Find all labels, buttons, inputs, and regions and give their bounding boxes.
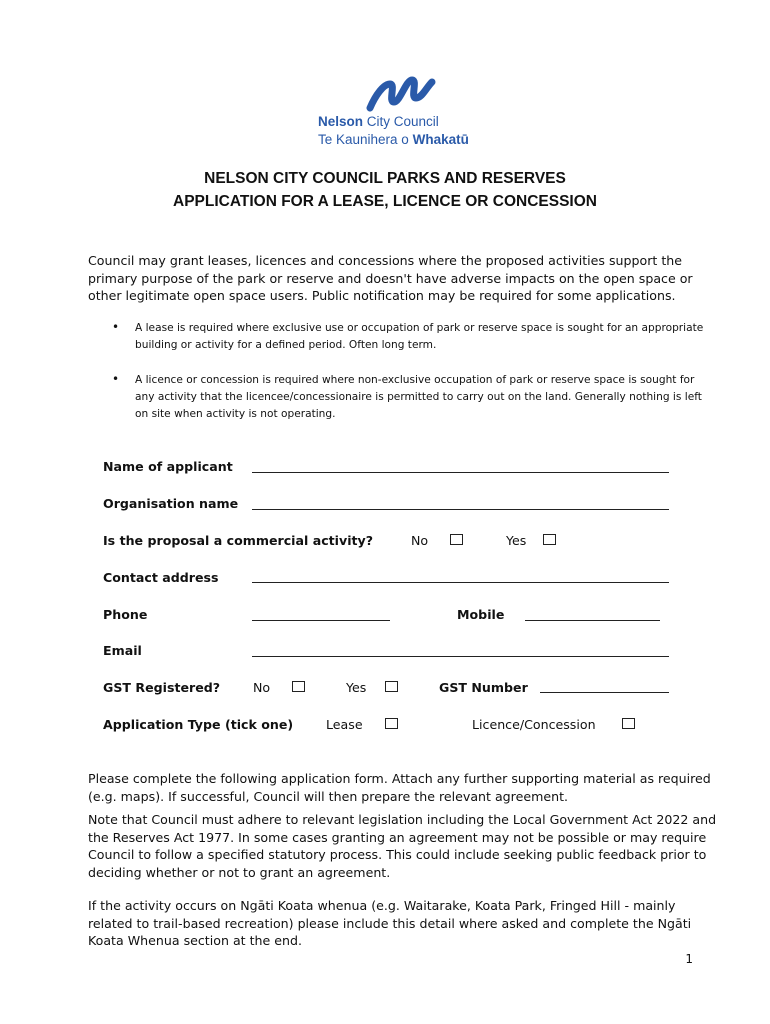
ngati-koata-paragraph: If the activity occurs on Ngāti Koata whenua (e.g. Waitarake, Koata Park, Fringed Hill - mainly related to trail-based recreation) please include this detail where asked and complete the Ngāti Koata Whenua section at the end. xyxy=(88,898,692,948)
intro-paragraph: Council may grant leases, licences and concessions where the proposed activities support the primary purpose of the park or reserve and doesn't have adverse impacts on the open space or other legitimate open space users. Public notification may be required for some applications. xyxy=(88,253,693,303)
commercial-no-label: No xyxy=(411,533,429,548)
commercial-yes-checkbox[interactable] xyxy=(543,534,556,545)
gst-number-label: GST Number xyxy=(439,680,528,695)
email-label: Email xyxy=(103,643,142,658)
lease-checkbox[interactable] xyxy=(385,718,398,729)
commercial-activity-label: Is the proposal a commercial activity? xyxy=(103,533,374,548)
gst-yes-checkbox[interactable] xyxy=(385,681,398,692)
council-logo-mark-icon xyxy=(366,76,436,112)
council-logo xyxy=(318,76,498,152)
gst-number-field[interactable] xyxy=(540,692,669,693)
page-number: 1 xyxy=(685,952,693,966)
bullet-lease: A lease is required where exclusive use or occupation of park or reserve space is sought for an appropriate building or activity for a defined period. Often long term. xyxy=(135,322,704,351)
bullet-licence: A licence or concession is required where non-exclusive occupation of park or reserve space is sought for any activity that the licencee/concessionaire is permitted to carry out on the land. Generally nothing is left on site when activity is not operating. xyxy=(135,374,702,420)
organisation-name-field[interactable] xyxy=(252,509,669,510)
licence-option-label: Licence/Concession xyxy=(472,717,596,732)
mobile-label: Mobile xyxy=(457,607,505,622)
contact-address-label: Contact address xyxy=(103,570,219,585)
contact-address-field[interactable] xyxy=(252,582,669,583)
commercial-no-checkbox[interactable] xyxy=(450,534,463,545)
mobile-field[interactable] xyxy=(525,620,660,621)
name-of-applicant-label: Name of applicant xyxy=(103,459,233,474)
commercial-yes-label: Yes xyxy=(506,533,527,548)
phone-field[interactable] xyxy=(252,620,390,621)
gst-no-checkbox[interactable] xyxy=(292,681,305,692)
logo-text-line2: Te Kaunihera o Whakatū xyxy=(318,132,469,147)
phone-label: Phone xyxy=(103,607,148,622)
gst-yes-label: Yes xyxy=(346,680,367,695)
legislation-note-paragraph: Note that Council must adhere to relevant legislation including the Local Government Act 2022 and the Reserves Act 1977. In some cases granting an agreement may not be possible or may require Council to follow a specified statutory process. This could include seeking public feedback prior to deciding whether or not to grant an agreement. xyxy=(88,812,717,880)
logo-text-line1: Nelson City Council xyxy=(318,114,439,129)
gst-no-label: No xyxy=(253,680,271,695)
gst-registered-label: GST Registered? xyxy=(103,680,221,695)
bullet-marker: • xyxy=(112,372,120,386)
bullet-marker: • xyxy=(112,320,120,334)
name-of-applicant-field[interactable] xyxy=(252,472,669,473)
lease-option-label: Lease xyxy=(326,717,363,732)
email-field[interactable] xyxy=(252,656,669,657)
organisation-name-label: Organisation name xyxy=(103,496,239,511)
page-title-line1: NELSON CITY COUNCIL PARKS AND RESERVES xyxy=(204,170,566,187)
complete-form-paragraph: Please complete the following application form. Attach any further supporting material as required (e.g. maps). If successful, Council will then prepare the relevant agreement. xyxy=(88,771,711,804)
page-title-line2: APPLICATION FOR A LEASE, LICENCE OR CONCESSION xyxy=(173,193,597,210)
application-type-label: Application Type (tick one) xyxy=(103,717,294,732)
licence-checkbox[interactable] xyxy=(622,718,635,729)
